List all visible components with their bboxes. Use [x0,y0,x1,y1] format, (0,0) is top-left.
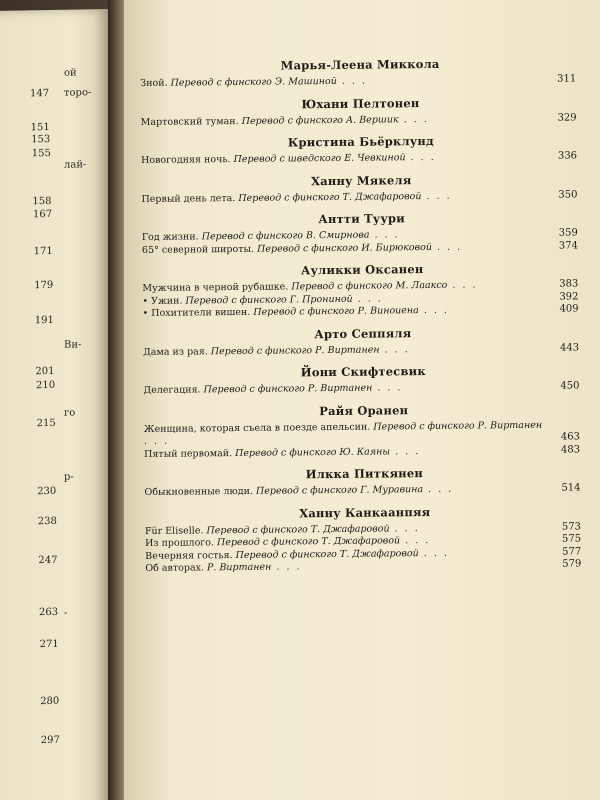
toc-entry-translator: Перевод с финского Р. Виртанен [210,344,380,357]
left-page-fragment: ой [64,67,77,79]
toc-page-number: 409 [559,303,579,315]
toc-author: Марья-Леена Миккола [280,56,440,73]
left-page-number: 155 [31,147,51,160]
toc-entry-translator: Перевод с финского Т. Джафаровой [235,547,419,561]
leader-dots: . . . [418,304,449,317]
leader-dots: . . . [143,435,170,447]
toc-page-number: 463 [560,431,581,443]
toc-page-number: 514 [561,482,581,494]
leader-dots: . . . [421,190,452,202]
toc-entry-translator: Перевод с финского А. Вершик [241,113,399,127]
toc-author: Ауликки Оксанен [300,262,424,278]
toc-entry-title: Обыкновенные люди. [144,485,257,498]
toc-entry-title: Мартовский туман. [140,115,242,128]
left-page-number: 201 [35,365,55,378]
toc-page-number: 579 [562,558,582,570]
left-page [0,9,108,800]
toc-page-number: 374 [558,239,579,252]
toc-entry [143,380,583,397]
toc-page-number: 450 [560,380,580,392]
toc-entry-translator: Перевод с финского Р. Виртанен [373,419,543,433]
left-page-number: 271 [39,638,59,651]
toc-page-number: 483 [560,443,581,456]
toc-entry-title: Новогодняя ночь. [140,154,234,166]
toc-entry-title: Зной. [140,77,171,89]
toc-author: Юхани Пелтонен [301,95,420,111]
toc-entry-title: Für Eliselle. [144,524,207,537]
left-page-number: 238 [37,515,57,528]
toc-entry-title: Вечерняя гостья. [145,549,236,562]
toc-entry-translator: Перевод с финского Г. Муравина [255,484,424,497]
left-page-fragment: торо- [64,87,92,99]
toc-entry [141,150,581,167]
leader-dots: . . . [423,483,454,496]
toc-page-number: 329 [557,111,577,124]
toc-author: Райя Оранен [319,402,409,418]
leader-dots: . . . [431,241,463,253]
toc-entry [141,189,581,206]
toc-entry-translator: Перевод с финского Г. Прониной [185,293,353,307]
toc-entry [143,342,583,359]
leader-dots: . . . [418,547,449,559]
left-page-number: 247 [38,554,58,567]
leader-dots: . . . [390,445,421,457]
left-page-fragment: лай- [64,159,87,171]
toc-page-number: 336 [557,150,578,162]
toc-entry-title: 65° северной широты. [141,243,258,256]
left-page-number: 191 [34,314,54,327]
left-page-fragment: Ви- [64,339,82,351]
left-page-number: 158 [32,195,52,208]
left-page-number: 230 [37,485,57,498]
toc-page-number: 359 [558,227,578,239]
toc-author: Кристина Бьёрклунд [287,133,434,150]
toc-entry-translator: Перевод с финского Р. Виноиена [253,305,419,318]
toc-entry-translator: Перевод с финского Ю. Каяны [235,445,391,459]
left-page-number: 263 [39,606,59,619]
toc-author: Илкка Питкянен [305,466,424,482]
toc-page-number: 573 [561,520,581,533]
left-page-number: 215 [36,417,56,430]
left-page-number: 151 [30,121,50,134]
toc-page-number: 575 [561,533,582,545]
left-page-number: 167 [33,208,53,221]
toc-entry-translator: Перевод с финского Э. Машиной [170,75,337,89]
toc-entry-translator: Перевод с финского М. Лааксо [291,279,448,293]
toc-entry-title: Первый день лета. [141,192,239,205]
leader-dots: . . . [372,382,403,394]
toc-entry-title: • Похитители вишен. [142,306,254,319]
leader-dots: . . . [379,343,410,356]
left-page-number: 153 [31,133,51,146]
toc-entry [144,482,584,499]
leader-dots: . . . [405,151,436,164]
toc-author: Ханну Канкаанпяя [299,504,431,520]
leader-dots: . . . [271,561,302,573]
toc-author: Арто Сеппяля [314,325,412,341]
toc-entry-title: Женщина, которая съела в поезде апельсин. [143,421,374,435]
table-of-contents [140,55,585,575]
left-page-number: 147 [30,87,50,100]
leader-dots: . . . [369,229,400,241]
toc-author: Антти Туури [318,211,406,227]
leader-dots: . . . [389,522,420,534]
toc-page-number: 392 [559,290,579,303]
left-page-number: 171 [33,245,53,258]
toc-entry-translator: Перевод с финского Р. Виртанен [203,382,373,396]
left-page-number: 179 [34,279,54,292]
toc-entry-title: Дама из рая. [143,345,211,358]
toc-entry-translator: Перевод с финского Т. Джафаровой [216,535,401,549]
toc-entry-title: Год жизни. [141,231,202,243]
left-page-fragment: - [64,607,68,619]
toc-entry-translator: Перевод с финского Т. Джафаровой [206,522,390,536]
toc-entry-title: Делегация. [143,384,204,396]
toc-page-number: 577 [562,545,582,558]
toc-entry-translator: Перевод с финского В. Смирнова [201,229,370,243]
toc-entry-translator: Перевод с финского И. Бирюковой [257,241,433,255]
leader-dots: . . . [447,279,478,291]
left-page-number: 280 [40,695,60,708]
leader-dots: . . . [400,534,431,547]
toc-entry-translator: Перевод с шведского Е. Чевкиной [233,152,406,166]
toc-page-number: 443 [559,341,580,354]
toc-author: Йони Скифтесвик [300,364,426,380]
toc-entry-title: Об авторах. [145,562,208,574]
left-page-number: 210 [36,379,56,392]
leader-dots: . . . [352,292,383,305]
toc-entry [141,112,581,129]
toc-author: Ханну Мякеля [310,172,412,188]
leader-dots: . . . [398,113,429,125]
toc-entry-translator: Р. Виртанен [206,561,272,574]
toc-entry-title: Из прошлого. [145,537,218,549]
left-page-fragment: го [64,407,76,419]
toc-entry-title: Мужчина в черной рубашке. [142,281,292,294]
left-page-fragment: р- [64,471,74,483]
toc-entry-translator: Перевод с финского Т. Джафаровой [238,190,422,204]
left-page-number: 297 [40,734,60,747]
leader-dots: . . . [336,75,367,87]
toc-entry [140,73,580,90]
toc-page-number: 311 [557,73,577,85]
toc-page-number: 383 [559,278,579,290]
toc-page-number: 350 [558,188,578,201]
toc-entry-title: • Ужин. [142,295,186,307]
toc-entry-title: Пятый первомай. [144,447,236,460]
